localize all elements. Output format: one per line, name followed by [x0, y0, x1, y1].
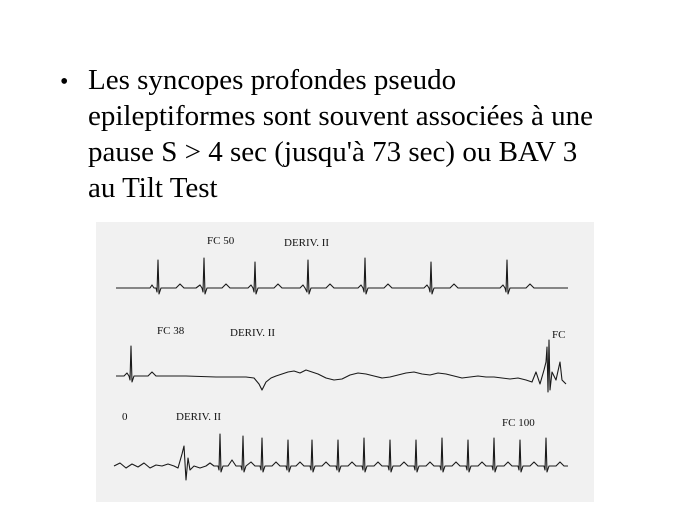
strip1-rate-label: FC 50 [207, 235, 235, 247]
strip3-start-label: 0 [122, 411, 128, 423]
bullet-line-1: Les syncopes profondes pseudo [88, 64, 457, 96]
strip1-lead-label: DERIV. II [284, 237, 330, 249]
bullet-text [88, 62, 658, 206]
strip2-rate-label: FC 38 [157, 325, 185, 337]
strip2-end-label: FC [552, 329, 566, 341]
bullet-line-2: epileptiformes sont souvent associées à une [88, 100, 593, 132]
strip2-lead-label: DERIV. II [230, 327, 276, 339]
ecg-trace-strip2 [116, 340, 566, 392]
bullet-line-4: au Tilt Test [88, 172, 218, 204]
ecg-svg [96, 222, 594, 502]
strip3-lead-label: DERIV. II [176, 411, 222, 423]
ecg-figure [96, 222, 594, 502]
ecg-trace-strip3 [114, 434, 568, 480]
ecg-trace-strip1 [116, 258, 568, 294]
bullet-dot-icon: • [60, 69, 69, 95]
bullet-line-3: pause S > 4 sec (jusqu'à 73 sec) ou BAV 3 [88, 136, 578, 168]
strip3-rate-label: FC 100 [502, 417, 535, 429]
